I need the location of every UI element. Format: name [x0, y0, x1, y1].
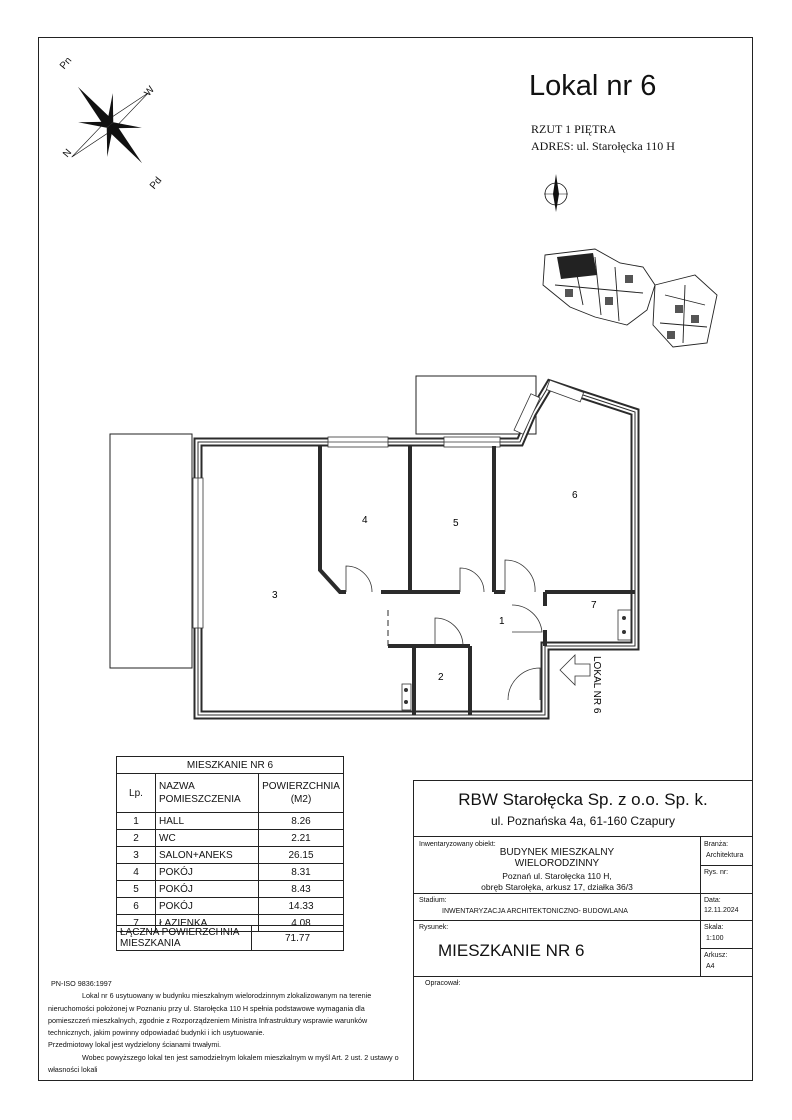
data-value: 12.11.2024: [704, 907, 739, 914]
table-row: [117, 813, 344, 830]
room-number-3: 3: [272, 590, 278, 601]
row-area: 2.21: [259, 830, 344, 847]
branza-value: Architektura: [706, 852, 744, 859]
compass-n-label: N: [61, 147, 75, 160]
row-name: ŁAZIENKA: [156, 915, 259, 932]
row-area: 8.26: [259, 813, 344, 830]
table-row: [117, 847, 344, 864]
stadium-label: Stadium:: [419, 897, 447, 904]
rooms-table-title: MIESZKANIE NR 6: [117, 757, 344, 774]
col-lp-header: Lp.: [117, 774, 156, 813]
skala-label: Skala:: [704, 924, 724, 931]
row-lp: 1: [117, 813, 156, 830]
compass-pd-label: Pd: [147, 175, 165, 192]
level-label: RZUT 1 PIĘTRA: [531, 122, 617, 136]
title-block: [413, 780, 753, 1081]
row-lp: 2: [117, 830, 156, 847]
room-number-7: 7: [591, 600, 597, 611]
row-lp: 7: [117, 915, 156, 932]
table-row: [117, 881, 344, 898]
row-area: 8.31: [259, 864, 344, 881]
branza-label: Branża:: [704, 841, 729, 848]
page-title: Lokal nr 6: [529, 70, 657, 102]
total-area-table: [116, 925, 344, 951]
arkusz-label: Arkusz:: [704, 952, 728, 959]
row-area: 14.33: [259, 898, 344, 915]
row-area: 4.08: [259, 915, 344, 932]
data-label: Data:: [704, 897, 721, 904]
row-name: POKÓJ: [156, 864, 259, 881]
rooms-table: [116, 756, 344, 932]
col-name-header: NAZWA POMIESZCZENIA: [156, 774, 259, 813]
table-row: [117, 864, 344, 881]
total-area-label: ŁĄCZNA POWIERZCHNIA MIESZKANIA: [117, 926, 252, 951]
notes: [48, 978, 408, 1076]
room-number-2: 2: [438, 672, 444, 683]
rysunek-value: MIESZKANIE NR 6: [438, 941, 585, 960]
row-lp: 5: [117, 881, 156, 898]
row-lp: 6: [117, 898, 156, 915]
notes-paragraph-3: Wobec powyższego lokal ten jest samodzielnym lokalem mieszkalnym w myśl Art. 2 ust. 2 ustawy o własności lokali: [48, 1052, 399, 1075]
balcony-west: [110, 434, 192, 668]
compass-pn-label: Pn: [57, 55, 75, 72]
row-name: SALON+ANEKS: [156, 847, 259, 864]
stadium-value: INWENTARYZACJA ARCHITEKTONICZNO- BUDOWLANA: [442, 908, 628, 915]
rys-nr-label: Rys. nr:: [704, 869, 729, 876]
notes-paragraph-1: Lokal nr 6 usytuowany w budynku mieszkalnym wielorodzinnym zlokalizowanym na terenie nieruchomości położonej w Poznaniu przy ul. Starołęcka 110 H spełnia podstawowe wymagania dla pomieszczeń mieszkalnych, zgodnie z Rozporządzeniem Ministra Infrastruktury wsprawie warunków technicznych, jakim powinny odpowiadać budynki i ich usytuowanie.: [48, 991, 372, 1038]
row-name: POKÓJ: [156, 898, 259, 915]
compass-w-label: W: [142, 84, 157, 99]
company-name: RBW Starołęcka Sp. z o.o. Sp. k.: [458, 790, 708, 809]
object-line3: Poznań ul. Starołęcka 110 H,: [502, 871, 612, 881]
room-number-5: 5: [453, 518, 459, 529]
row-area: 8.43: [259, 881, 344, 898]
company-address: ul. Poznańska 4a, 61-160 Czapury: [490, 814, 676, 828]
room-number-4: 4: [362, 515, 368, 526]
object-line4: obręb Starołęka, arkusz 17, działka 36/3: [481, 882, 633, 892]
rysunek-label: Rysunek:: [419, 924, 449, 931]
north-arrow-icon: [540, 172, 574, 216]
notes-paragraph-2: Przedmiotowy lokal jest wydzielony ścianami trwałymi.: [48, 1040, 221, 1050]
col-area-header: POWIERZCHNIA (M2): [259, 774, 344, 813]
room-number-1: 1: [499, 616, 505, 627]
total-area-value: 71.77: [252, 926, 344, 951]
row-name: WC: [156, 830, 259, 847]
notes-standard: PN-ISO 9836:1997: [51, 979, 112, 988]
object-label: Inwentaryzowany obiekt:: [419, 841, 496, 848]
row-name: HALL: [156, 813, 259, 830]
row-lp: 4: [117, 864, 156, 881]
table-row: [117, 830, 344, 847]
object-line1: BUDYNEK MIESZKALNY: [499, 847, 615, 858]
row-lp: 3: [117, 847, 156, 864]
arkusz-value: A4: [706, 963, 715, 970]
compass-rose-icon: [55, 55, 175, 195]
site-key-plan: [535, 245, 720, 355]
address-label: ADRES: ul. Starołęcka 110 H: [531, 139, 675, 153]
entrance-label: LOKAL NR 6: [591, 656, 602, 714]
row-name: POKÓJ: [156, 881, 259, 898]
table-row: [117, 898, 344, 915]
row-area: 26.15: [259, 847, 344, 864]
skala-value: 1:100: [706, 935, 724, 942]
floor-plan: [100, 370, 660, 730]
room-number-6: 6: [572, 490, 578, 501]
opracowal-label: Opracował:: [425, 980, 461, 987]
object-line2: WIELORODZINNY: [514, 858, 600, 869]
